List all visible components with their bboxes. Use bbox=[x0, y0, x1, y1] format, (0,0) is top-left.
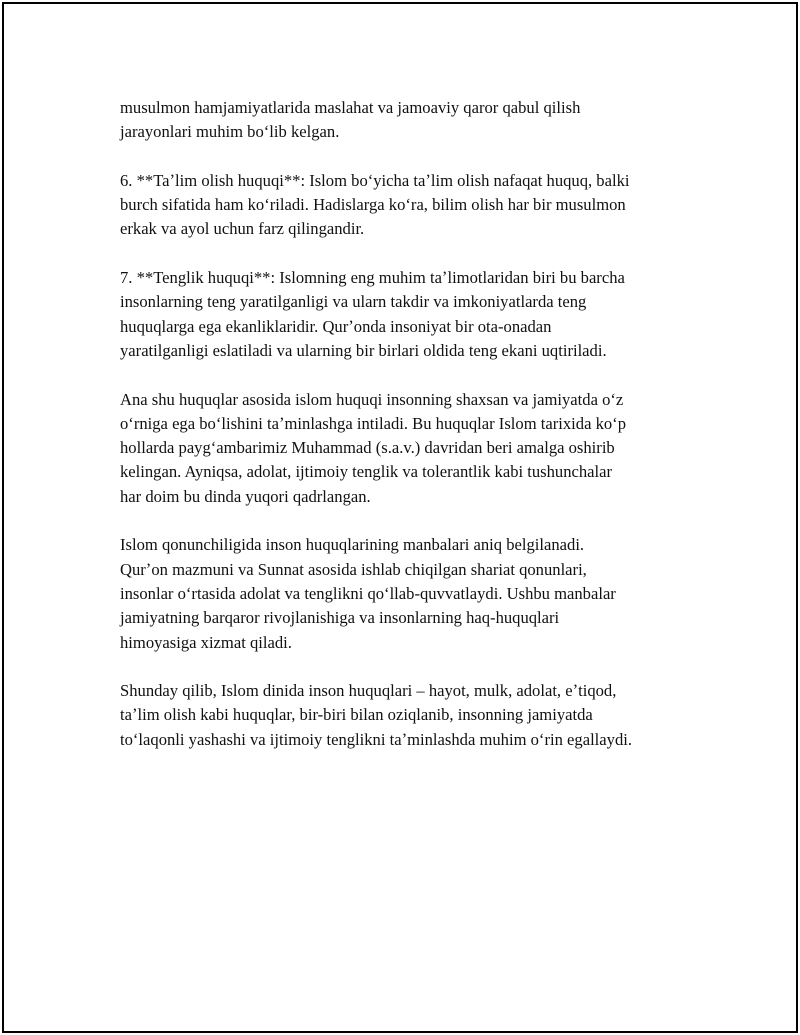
document-body bbox=[120, 96, 700, 776]
paragraph-legislation-sources: Islom qonunchiligida inson huquqlarining manbalari aniq belgilanadi. Qurʼon mazmuni va Sunnat asosida ishlab chiqilgan shariat qonunlari, insonlar oʻrtasida adolat va tenglikni qoʻllab-quvvatlaydi. Ushbu manbalar jamiyatning barqaror rivojlanishiga va insonlarning haq-huquqlari himoyasiga xizmat qiladi. bbox=[120, 535, 616, 652]
document-page bbox=[2, 2, 798, 1033]
paragraph-rights-basis: Ana shu huquqlar asosida islom huquqi insonning shaxsan va jamiyatda oʻz oʻrniga ega boʻlishini taʼminlashga intiladi. Bu huquqlar Islom tarixida koʻp hollarda paygʻambarimiz Muhammad (s.a.v.) davridan beri amalga oshirib kelingan. Ayniqsa, adolat, ijtimoiy tenglik va tolerantlik kabi tushunchalar har doim bu dinda yuqori qadrlangan. bbox=[120, 389, 627, 506]
paragraph-conclusion: Shunday qilib, Islom dinida inson huquqlari – hayot, mulk, adolat, eʼtiqod, taʼlim olish kabi huquqlar, bir-biri bilan oziqlanib, insonning jamiyatda toʻlaqonli yashashi va ijtimoiy tenglikni taʼminlashda muhim oʻrin egallaydi. bbox=[120, 681, 633, 749]
paragraph-consultation: musulmon hamjamiyatlarida maslahat va jamoaviy qaror qabul qilish jarayonlari muhim boʻlib kelgan. bbox=[120, 98, 581, 142]
paragraph-equality-right: 7. **Tenglik huquqi**: Islomning eng muhim taʼlimotlaridan biri bu barcha insonlarning teng yaratilganligi va ularn takdir va imkoniyatlarda teng huquqlarga ega ekanliklaridir. Qurʼonda insoniyat bir ota-onadan yaratilganligi eslatiladi va ularning bir birlari oldida teng ekani uqtiriladi. bbox=[120, 268, 625, 360]
paragraph-education-right: 6. **Taʼlim olish huquqi**: Islom boʻyicha taʼlim olish nafaqat huquq, balki burch sifatida ham koʻriladi. Hadislarga koʻra, bilim olish har bir musulmon erkak va ayol uchun farz qilingandir. bbox=[120, 170, 630, 239]
